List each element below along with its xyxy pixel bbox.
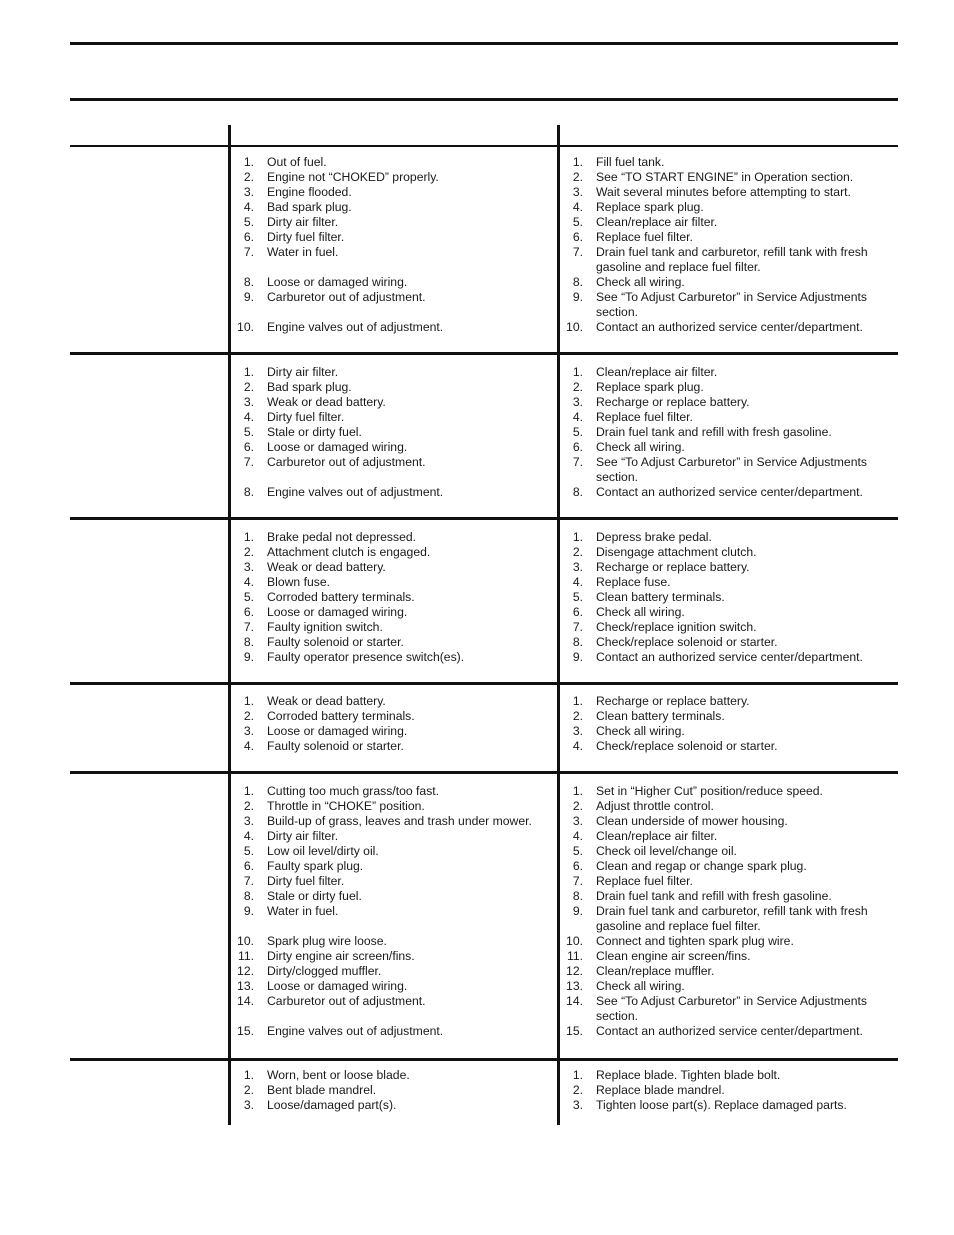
cause-item-number: 9. bbox=[243, 904, 254, 918]
cause-item-text: Dirty air filter. bbox=[267, 829, 339, 843]
cause-item-text: Faulty solenoid or starter. bbox=[267, 635, 404, 649]
cause-item-number: 5. bbox=[243, 590, 254, 604]
cause-item-text: Faulty ignition switch. bbox=[267, 620, 383, 634]
remedy-item-text: Clean/replace muffler. bbox=[596, 964, 715, 978]
remedy-item-number: 8. bbox=[572, 485, 583, 499]
cause-item-text: Out of fuel. bbox=[267, 155, 327, 169]
remedy-item-text: Set in “Higher Cut” position/reduce speed. bbox=[596, 784, 823, 798]
cause-item-number: 10. bbox=[237, 320, 254, 334]
cause-item-text: Engine flooded. bbox=[267, 185, 352, 199]
remedy-item-text: Replace spark plug. bbox=[596, 380, 704, 394]
cause-item-text: Dirty fuel filter. bbox=[267, 874, 345, 888]
remedy-item-number: 7. bbox=[572, 245, 583, 259]
cause-item-text: Dirty fuel filter. bbox=[267, 410, 345, 424]
remedy-item-number: 13. bbox=[566, 979, 583, 993]
remedy-item-text: Check/replace ignition switch. bbox=[596, 620, 757, 634]
remedy-item-number: 2. bbox=[572, 170, 583, 184]
cause-item-number: 14. bbox=[237, 994, 254, 1008]
remedy-item-text: Clean battery terminals. bbox=[596, 590, 725, 604]
cause-item-number: 8. bbox=[243, 275, 254, 289]
remedy-item-text: See “To Adjust Carburetor” in Service Adjustments bbox=[596, 290, 867, 304]
cause-item-text: Faulty spark plug. bbox=[267, 859, 364, 873]
remedy-item-text: Fill fuel tank. bbox=[596, 155, 665, 169]
remedy-item-number: 7. bbox=[572, 620, 583, 634]
cause-item-number: 4. bbox=[243, 410, 254, 424]
section-divider bbox=[70, 352, 898, 355]
cause-item-number: 3. bbox=[243, 814, 254, 828]
remedy-item-text: Replace fuel filter. bbox=[596, 230, 693, 244]
cause-item-number: 1. bbox=[243, 365, 254, 379]
cause-item-text: Dirty air filter. bbox=[267, 215, 339, 229]
remedy-item-text: Recharge or replace battery. bbox=[596, 694, 750, 708]
cause-item-text: Loose or damaged wiring. bbox=[267, 275, 408, 289]
cause-item-text: Weak or dead battery. bbox=[267, 560, 386, 574]
remedy-item-text: gasoline and replace fuel filter. bbox=[596, 260, 761, 274]
remedy-item-number: 8. bbox=[572, 275, 583, 289]
cause-item-number: 1. bbox=[243, 694, 254, 708]
remedy-item-number: 12. bbox=[566, 964, 583, 978]
remedy-item-text: Drain fuel tank and refill with fresh gasoline. bbox=[596, 889, 832, 903]
remedy-item-text: Connect and tighten spark plug wire. bbox=[596, 934, 794, 948]
remedy-item-text: Wait several minutes before attempting to start. bbox=[596, 185, 851, 199]
remedy-item-text: Replace fuel filter. bbox=[596, 410, 693, 424]
cause-item-text: Build-up of grass, leaves and trash under mower. bbox=[267, 814, 532, 828]
cause-item-number: 12. bbox=[237, 964, 254, 978]
remedy-item-number: 4. bbox=[572, 739, 583, 753]
cause-item-number: 4. bbox=[243, 200, 254, 214]
remedy-item-number: 3. bbox=[572, 395, 583, 409]
cause-item-text: Cutting too much grass/too fast. bbox=[267, 784, 440, 798]
cause-item-number: 6. bbox=[243, 440, 254, 454]
cause-item-number: 4. bbox=[243, 829, 254, 843]
cause-item-text: Water in fuel. bbox=[267, 904, 339, 918]
cause-item-text: Stale or dirty fuel. bbox=[267, 425, 362, 439]
cause-item-number: 4. bbox=[243, 739, 254, 753]
remedy-item-number: 1. bbox=[572, 155, 583, 169]
top-rule bbox=[70, 42, 898, 45]
remedy-item-text: Disengage attachment clutch. bbox=[596, 545, 757, 559]
cause-item-number: 9. bbox=[243, 650, 254, 664]
remedy-item-number: 5. bbox=[572, 844, 583, 858]
cause-item-text: Corroded battery terminals. bbox=[267, 709, 415, 723]
cause-item-text: Worn, bent or loose blade. bbox=[267, 1068, 410, 1082]
cause-item-number: 3. bbox=[243, 395, 254, 409]
cause-item-text: Water in fuel. bbox=[267, 245, 339, 259]
header-rule bbox=[70, 98, 898, 101]
remedy-item-text: See “To Adjust Carburetor” in Service Adjustments bbox=[596, 994, 867, 1008]
remedy-item-number: 15. bbox=[566, 1024, 583, 1038]
remedy-item-number: 6. bbox=[572, 230, 583, 244]
cause-item-text: Loose or damaged wiring. bbox=[267, 605, 408, 619]
remedy-item-text: Clean battery terminals. bbox=[596, 709, 725, 723]
cause-item-text: Carburetor out of adjustment. bbox=[267, 994, 426, 1008]
remedy-item-text: section. bbox=[596, 1009, 639, 1023]
remedy-item-number: 4. bbox=[572, 410, 583, 424]
cause-item-number: 3. bbox=[243, 185, 254, 199]
cause-item-number: 4. bbox=[243, 575, 254, 589]
remedy-item-text: gasoline and replace fuel filter. bbox=[596, 919, 761, 933]
remedy-item-number: 1. bbox=[572, 365, 583, 379]
remedy-item-text: See “TO START ENGINE” in Operation section. bbox=[596, 170, 854, 184]
cause-item-number: 2. bbox=[243, 170, 254, 184]
cause-item-number: 9. bbox=[243, 290, 254, 304]
cause-item-text: Dirty engine air screen/fins. bbox=[267, 949, 415, 963]
cause-item-text: Engine valves out of adjustment. bbox=[267, 485, 444, 499]
remedy-item-text: Contact an authorized service center/department. bbox=[596, 1024, 863, 1038]
remedy-item-number: 8. bbox=[572, 635, 583, 649]
remedy-item-number: 5. bbox=[572, 425, 583, 439]
remedy-item-number: 2. bbox=[572, 799, 583, 813]
cause-item-number: 2. bbox=[243, 1083, 254, 1097]
cause-item-text: Brake pedal not depressed. bbox=[267, 530, 417, 544]
cause-item-text: Engine valves out of adjustment. bbox=[267, 320, 444, 334]
remedy-item-text: Check all wiring. bbox=[596, 724, 685, 738]
remedy-item-number: 9. bbox=[572, 904, 583, 918]
cause-item-number: 11. bbox=[237, 949, 254, 963]
cause-item-text: Bad spark plug. bbox=[267, 200, 352, 214]
remedy-item-number: 2. bbox=[572, 380, 583, 394]
remedy-item-text: Recharge or replace battery. bbox=[596, 395, 750, 409]
remedy-item-number: 7. bbox=[572, 455, 583, 469]
remedy-item-number: 11. bbox=[566, 949, 583, 963]
cause-item-text: Loose or damaged wiring. bbox=[267, 979, 408, 993]
remedy-item-number: 3. bbox=[572, 814, 583, 828]
remedy-item-text: Check/replace solenoid or starter. bbox=[596, 635, 778, 649]
cause-item-text: Weak or dead battery. bbox=[267, 694, 386, 708]
remedy-item-text: Contact an authorized service center/department. bbox=[596, 485, 863, 499]
remedy-item-number: 3. bbox=[572, 185, 583, 199]
cause-item-text: Bad spark plug. bbox=[267, 380, 352, 394]
cause-item-number: 10. bbox=[237, 934, 254, 948]
remedy-item-text: Adjust throttle control. bbox=[596, 799, 714, 813]
remedy-item-text: Replace blade. Tighten blade bolt. bbox=[596, 1068, 781, 1082]
cause-item-number: 2. bbox=[243, 380, 254, 394]
remedy-item-number: 2. bbox=[572, 1083, 583, 1097]
cause-item-number: 13. bbox=[237, 979, 254, 993]
remedy-item-text: Check all wiring. bbox=[596, 275, 685, 289]
remedy-item-number: 10. bbox=[566, 934, 583, 948]
remedy-item-number: 14. bbox=[566, 994, 583, 1008]
cause-item-text: Dirty fuel filter. bbox=[267, 230, 345, 244]
section-divider bbox=[70, 771, 898, 774]
cause-item-number: 1. bbox=[243, 155, 254, 169]
remedy-item-number: 4. bbox=[572, 575, 583, 589]
remedy-item-number: 3. bbox=[572, 560, 583, 574]
cause-item-text: Loose or damaged wiring. bbox=[267, 724, 408, 738]
remedy-item-number: 1. bbox=[572, 530, 583, 544]
cause-item-number: 8. bbox=[243, 635, 254, 649]
cause-item-number: 1. bbox=[243, 784, 254, 798]
remedy-item-text: Replace spark plug. bbox=[596, 200, 704, 214]
cause-item-number: 5. bbox=[243, 425, 254, 439]
cause-item-number: 7. bbox=[243, 245, 254, 259]
cause-item-text: Throttle in “CHOKE” position. bbox=[267, 799, 425, 813]
cause-item-number: 5. bbox=[243, 844, 254, 858]
cause-item-number: 1. bbox=[243, 530, 254, 544]
cause-item-number: 2. bbox=[243, 545, 254, 559]
cause-item-text: Carburetor out of adjustment. bbox=[267, 290, 426, 304]
remedy-item-text: Replace fuel filter. bbox=[596, 874, 693, 888]
remedy-item-text: Clean/replace air filter. bbox=[596, 215, 718, 229]
remedy-item-number: 2. bbox=[572, 545, 583, 559]
remedy-item-number: 2. bbox=[572, 709, 583, 723]
remedy-item-text: Clean/replace air filter. bbox=[596, 365, 718, 379]
cause-item-text: Dirty air filter. bbox=[267, 365, 339, 379]
remedy-item-number: 8. bbox=[572, 889, 583, 903]
remedy-item-text: Clean underside of mower housing. bbox=[596, 814, 788, 828]
cause-item-number: 2. bbox=[243, 799, 254, 813]
remedy-item-text: See “To Adjust Carburetor” in Service Adjustments bbox=[596, 455, 867, 469]
remedy-item-text: Clean engine air screen/fins. bbox=[596, 949, 751, 963]
remedy-item-number: 3. bbox=[572, 1098, 583, 1112]
remedy-item-text: Drain fuel tank and carburetor, refill tank with fresh bbox=[596, 245, 868, 259]
section-divider bbox=[70, 517, 898, 520]
cause-item-number: 3. bbox=[243, 560, 254, 574]
cause-item-text: Engine not “CHOKED” properly. bbox=[267, 170, 439, 184]
remedy-item-text: Tighten loose part(s). Replace damaged parts. bbox=[596, 1098, 847, 1112]
cause-item-number: 7. bbox=[243, 455, 254, 469]
cause-item-number: 2. bbox=[243, 709, 254, 723]
remedy-item-text: section. bbox=[596, 470, 639, 484]
cause-item-number: 6. bbox=[243, 605, 254, 619]
remedy-item-text: Drain fuel tank and refill with fresh gasoline. bbox=[596, 425, 832, 439]
cause-item-text: Faulty solenoid or starter. bbox=[267, 739, 404, 753]
remedy-item-text: Clean and regap or change spark plug. bbox=[596, 859, 807, 873]
cause-item-number: 7. bbox=[243, 874, 254, 888]
cause-item-number: 8. bbox=[243, 485, 254, 499]
section-divider bbox=[70, 1058, 898, 1061]
remedy-item-text: Depress brake pedal. bbox=[596, 530, 712, 544]
remedy-item-text: Drain fuel tank and carburetor, refill tank with fresh bbox=[596, 904, 868, 918]
cause-item-text: Loose/damaged part(s). bbox=[267, 1098, 397, 1112]
cause-item-number: 6. bbox=[243, 230, 254, 244]
cause-item-text: Corroded battery terminals. bbox=[267, 590, 415, 604]
remedy-item-number: 1. bbox=[572, 1068, 583, 1082]
cause-item-text: Carburetor out of adjustment. bbox=[267, 455, 426, 469]
remedy-item-text: Check all wiring. bbox=[596, 979, 685, 993]
remedy-item-text: section. bbox=[596, 305, 639, 319]
cause-item-text: Low oil level/dirty oil. bbox=[267, 844, 379, 858]
remedy-item-text: Check oil level/change oil. bbox=[596, 844, 737, 858]
cause-item-number: 8. bbox=[243, 889, 254, 903]
remedy-item-text: Check all wiring. bbox=[596, 605, 685, 619]
remedy-item-number: 10. bbox=[566, 320, 583, 334]
remedy-item-number: 1. bbox=[572, 784, 583, 798]
remedy-item-number: 6. bbox=[572, 605, 583, 619]
cause-item-text: Dirty/clogged muffler. bbox=[267, 964, 382, 978]
remedy-item-text: Contact an authorized service center/department. bbox=[596, 650, 863, 664]
cause-item-number: 3. bbox=[243, 1098, 254, 1112]
cause-item-number: 6. bbox=[243, 859, 254, 873]
remedy-item-number: 6. bbox=[572, 859, 583, 873]
cause-item-text: Attachment clutch is engaged. bbox=[267, 545, 431, 559]
column-header-rule bbox=[70, 145, 898, 147]
remedy-item-text: Replace fuse. bbox=[596, 575, 671, 589]
cause-item-text: Bent blade mandrel. bbox=[267, 1083, 377, 1097]
remedy-item-number: 5. bbox=[572, 215, 583, 229]
remedy-item-number: 6. bbox=[572, 440, 583, 454]
remedy-item-number: 5. bbox=[572, 590, 583, 604]
remedy-item-number: 3. bbox=[572, 724, 583, 738]
remedy-item-number: 4. bbox=[572, 200, 583, 214]
cause-item-text: Weak or dead battery. bbox=[267, 395, 386, 409]
remedy-item-text: Recharge or replace battery. bbox=[596, 560, 750, 574]
remedy-item-text: Check/replace solenoid or starter. bbox=[596, 739, 778, 753]
remedy-item-number: 4. bbox=[572, 829, 583, 843]
cause-item-number: 3. bbox=[243, 724, 254, 738]
remedy-item-text: Contact an authorized service center/department. bbox=[596, 320, 863, 334]
cause-item-text: Spark plug wire loose. bbox=[267, 934, 387, 948]
section-divider bbox=[70, 682, 898, 685]
remedy-item-text: Check all wiring. bbox=[596, 440, 685, 454]
cause-item-number: 7. bbox=[243, 620, 254, 634]
cause-item-number: 15. bbox=[237, 1024, 254, 1038]
cause-item-text: Faulty operator presence switch(es). bbox=[267, 650, 465, 664]
remedy-item-text: Replace blade mandrel. bbox=[596, 1083, 725, 1097]
cause-item-text: Loose or damaged wiring. bbox=[267, 440, 408, 454]
remedy-item-number: 9. bbox=[572, 650, 583, 664]
cause-item-text: Stale or dirty fuel. bbox=[267, 889, 362, 903]
cause-item-text: Blown fuse. bbox=[267, 575, 331, 589]
remedy-item-number: 1. bbox=[572, 694, 583, 708]
cause-item-number: 5. bbox=[243, 215, 254, 229]
cause-item-text: Engine valves out of adjustment. bbox=[267, 1024, 444, 1038]
remedy-item-text: Clean/replace air filter. bbox=[596, 829, 718, 843]
cause-item-number: 1. bbox=[243, 1068, 254, 1082]
remedy-item-number: 9. bbox=[572, 290, 583, 304]
remedy-item-number: 7. bbox=[572, 874, 583, 888]
